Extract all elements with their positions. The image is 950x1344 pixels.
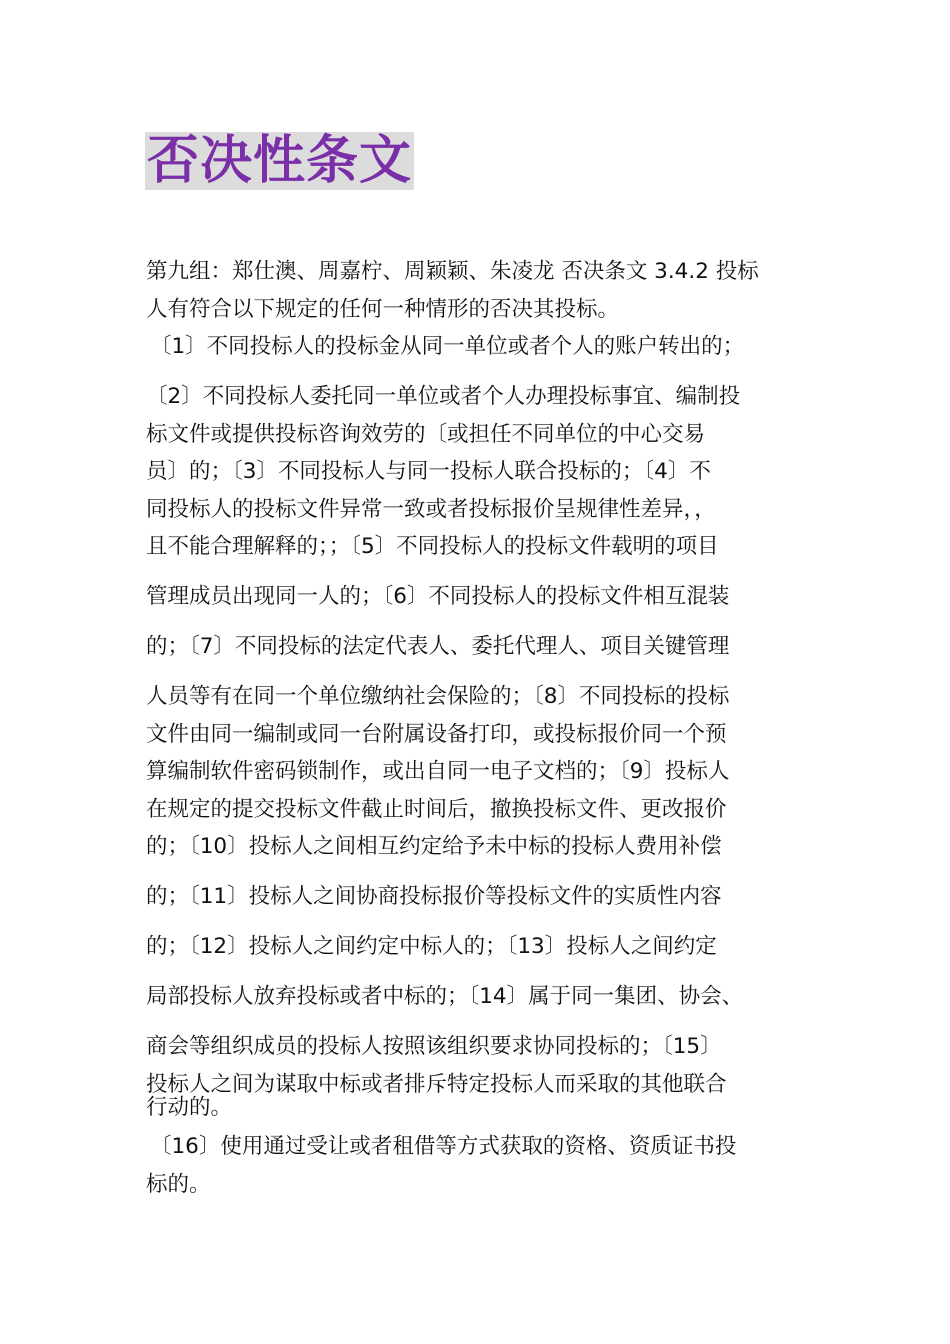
text-line: 算编制软件密码锁制作，或出自同一电子文档的；〔9〕投标人 [146, 759, 730, 784]
text-line: 的；〔7〕不同投标的法定代表人、委托代理人、项目关键管理 [146, 634, 730, 659]
text-line: 投标人之间为谋取中标或者排斥特定投标人而采取的其他联合 [146, 1072, 727, 1097]
text-line: 标文件或提供投标咨询效劳的〔或担任不同单位的中心交易 [146, 422, 706, 447]
text-line: 管理成员出现同一人的；〔6〕不同投标人的投标文件相互混装 [146, 584, 730, 609]
page-title: 否决性条文 [147, 131, 413, 191]
text-line: 同投标人的投标文件异常一致或者投标报价呈规律性差异，， [146, 497, 716, 522]
text-line: 〔2〕不同投标人委托同一单位或者个人办理投标事宜、编制投 [146, 384, 741, 409]
text-line: 的；〔11〕投标人之间协商投标报价等投标文件的实质性内容 [146, 884, 722, 909]
text-line: 〔1〕不同投标人的投标金从同一单位或者个人的账户转出的； [150, 334, 745, 359]
text-line: 标的。 [146, 1172, 211, 1197]
text-line: 且不能合理解释的；；〔5〕不同投标人的投标文件载明的项目 [146, 534, 719, 559]
text-line: 商会等组织成员的投标人按照该组织要求协同投标的；〔15〕 [146, 1034, 722, 1059]
text-line: 人员等有在同一个单位缴纳社会保险的；〔8〕不同投标的投标 [146, 684, 730, 709]
text-line: 在规定的提交投标文件截止时间后，撤换投标文件、更改报价 [146, 797, 727, 822]
text-line: 局部投标人放弃投标或者中标的；〔14〕属于同一集团、协会、 [146, 984, 744, 1009]
text-line: 员〕的；〔3〕不同投标人与同一投标人联合投标的；〔4〕不 [146, 459, 711, 484]
text-line: 第九组：郑仕澳、周嘉柠、周颖颖、朱凌龙 否决条文 3.4.2 投标 [146, 259, 759, 284]
text-line: 人有符合以下规定的任何一种情形的否决其投标。 [146, 297, 620, 322]
text-line: 行动的。 [146, 1095, 233, 1120]
text-line: 的；〔12〕投标人之间约定中标人的；〔13〕投标人之间约定 [146, 934, 717, 959]
text-line: 的；〔10〕投标人之间相互约定给予未中标的投标人费用补偿 [146, 834, 722, 859]
text-line: 文件由同一编制或同一台附属设备打印，或投标报价同一个预 [146, 722, 727, 747]
text-line: 〔16〕使用通过受让或者租借等方式获取的资格、资质证书投 [150, 1134, 737, 1159]
